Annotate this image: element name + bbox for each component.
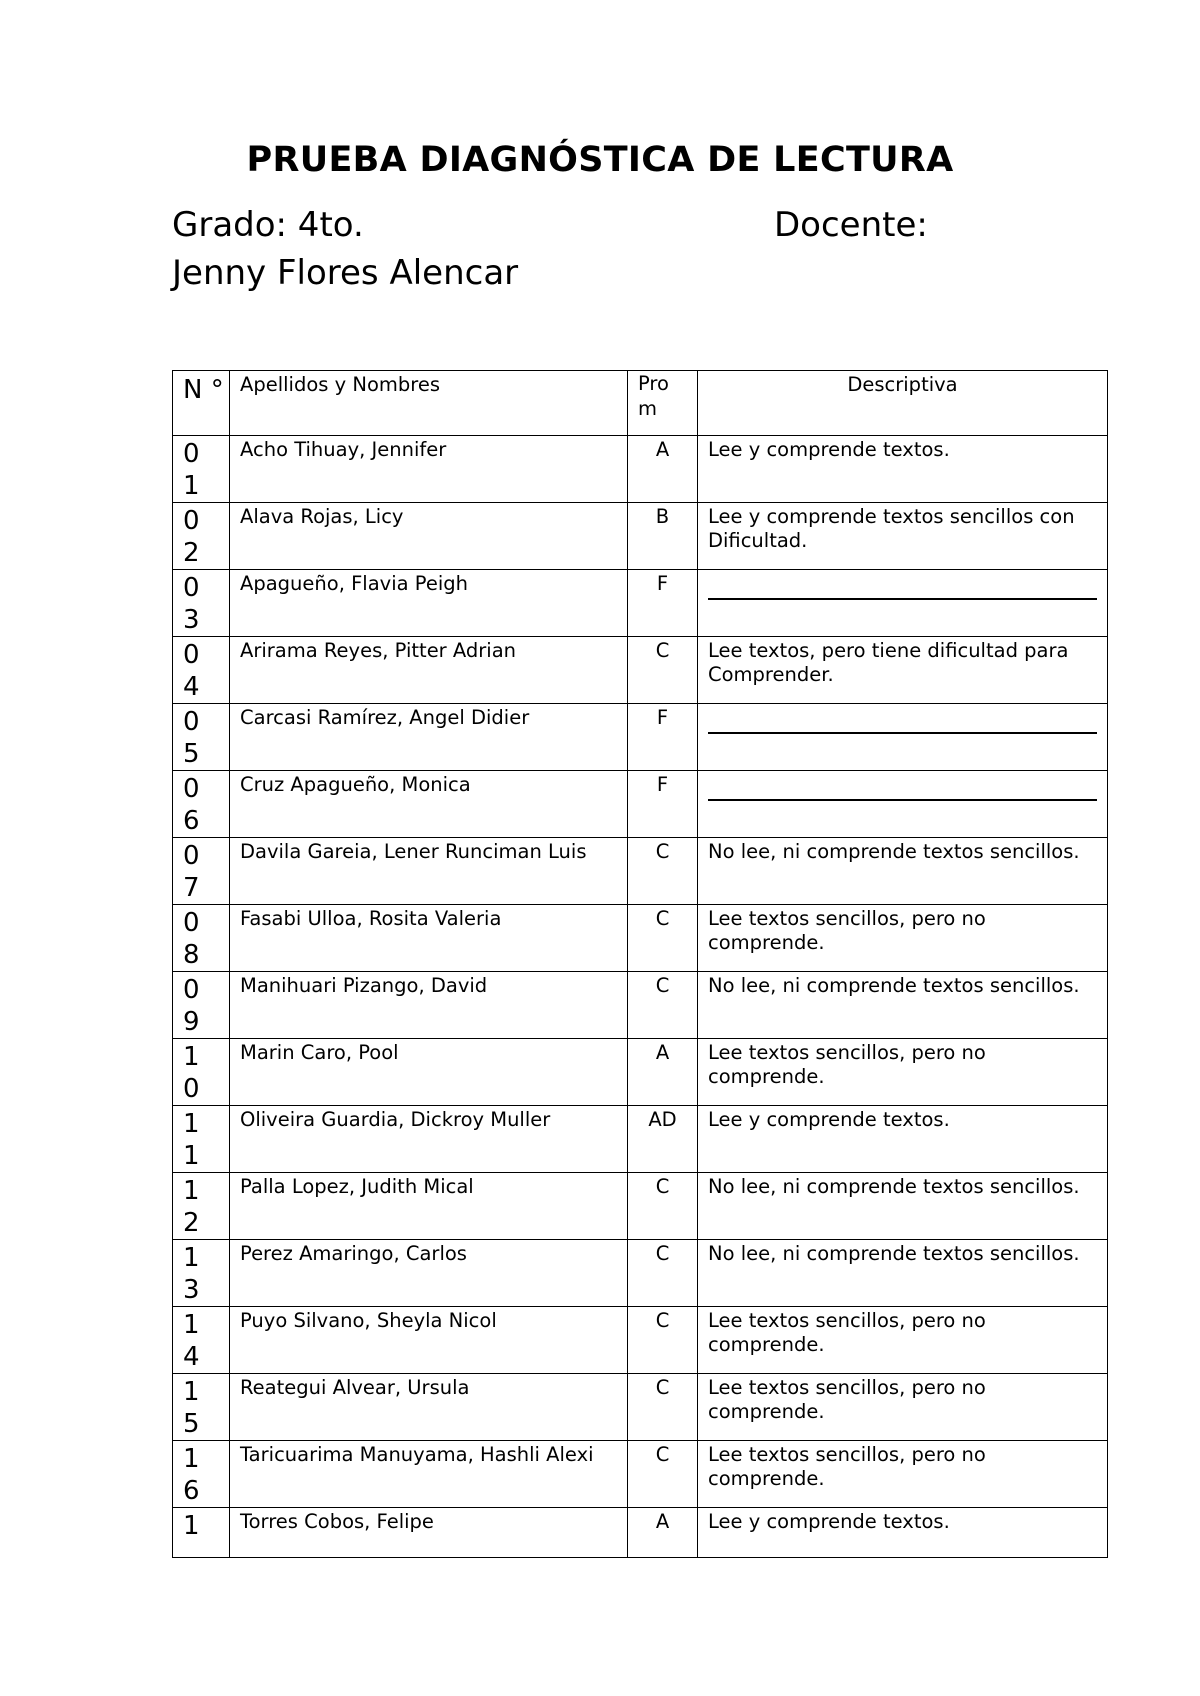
student-name: Carcasi Ramírez, Angel Didier [240, 706, 530, 729]
row-number-cell [173, 1441, 230, 1508]
grade-cell [628, 905, 698, 972]
row-number-cell [173, 503, 230, 570]
student-name-cell [230, 436, 628, 503]
docente-name: Jenny Flores Alencar [172, 253, 519, 293]
table-row [173, 1240, 1108, 1307]
description-cell [698, 972, 1108, 1039]
header-prom-cell [628, 371, 698, 436]
row-number: 1 2 [183, 1176, 200, 1238]
row-number-cell [173, 704, 230, 771]
student-name: Puyo Silvano, Sheyla Nicol [240, 1309, 497, 1332]
student-name-cell [230, 1173, 628, 1240]
grade-cell [628, 771, 698, 838]
description: Lee textos sencillos, pero no comprende. [708, 1309, 986, 1356]
student-name: Manihuari Pizango, David [240, 974, 488, 997]
student-name: Fasabi Ulloa, Rosita Valeria [240, 907, 502, 930]
row-number-cell [173, 838, 230, 905]
table-row [173, 771, 1108, 838]
table-row [173, 637, 1108, 704]
student-name: Reategui Alvear, Ursula [240, 1376, 470, 1399]
description: Lee y comprende textos. [708, 1510, 950, 1533]
grade-cell [628, 1173, 698, 1240]
grade-cell [628, 704, 698, 771]
description-cell [698, 1240, 1108, 1307]
header-desc-cell [698, 371, 1108, 436]
grade: C [655, 840, 670, 863]
student-name-cell [230, 1039, 628, 1106]
blank-line [708, 732, 1097, 734]
grade: A [655, 1510, 670, 1533]
table-row [173, 1508, 1108, 1558]
student-name: Apagueño, Flavia Peigh [240, 572, 468, 595]
grade: C [655, 1242, 670, 1265]
table-row [173, 704, 1108, 771]
header-desc: Descriptiva [847, 373, 958, 396]
table-row [173, 503, 1108, 570]
table-row [173, 436, 1108, 503]
row-number-cell [173, 1106, 230, 1173]
grade: A [655, 438, 670, 461]
header-num-cell [173, 371, 230, 436]
table-row [173, 1374, 1108, 1441]
student-name-cell [230, 704, 628, 771]
table-header-row [173, 371, 1108, 436]
row-number: 1 6 [183, 1444, 200, 1506]
description-cell [698, 503, 1108, 570]
grade: A [655, 1041, 670, 1064]
row-number-cell [173, 1508, 230, 1558]
row-number: 0 6 [183, 774, 200, 836]
description: Lee textos sencillos, pero no comprende. [708, 1443, 986, 1490]
description: Lee y comprende textos sencillos con Dificultad. [708, 505, 1075, 552]
row-number-cell [173, 1374, 230, 1441]
description-cell [698, 1374, 1108, 1441]
header-prom: Pro m [638, 372, 669, 420]
description [698, 771, 1107, 773]
row-number-cell [173, 1039, 230, 1106]
row-number: 0 4 [183, 640, 200, 702]
description: Lee textos sencillos, pero no comprende. [708, 1376, 986, 1423]
grade: C [655, 1309, 670, 1332]
table-row [173, 570, 1108, 637]
row-number-cell [173, 1307, 230, 1374]
student-name: Torres Cobos, Felipe [240, 1510, 434, 1533]
grade: AD [648, 1108, 677, 1131]
grade: C [655, 1443, 670, 1466]
description-cell [698, 838, 1108, 905]
description-cell [698, 1173, 1108, 1240]
student-name-cell [230, 1106, 628, 1173]
student-name: Acho Tihuay, Jennifer [240, 438, 447, 461]
grade: C [655, 1376, 670, 1399]
student-name-cell [230, 1240, 628, 1307]
document-title [0, 140, 1200, 180]
description: No lee, ni comprende textos sencillos. [708, 1175, 1080, 1198]
row-number: 0 3 [183, 573, 200, 635]
student-name: Oliveira Guardia, Dickroy Muller [240, 1108, 551, 1131]
description: Lee textos, pero tiene dificultad para Comprender. [708, 639, 1069, 686]
row-number: 1 5 [183, 1377, 200, 1439]
student-name: Marin Caro, Pool [240, 1041, 399, 1064]
description: Lee textos sencillos, pero no comprende. [708, 1041, 986, 1088]
row-number: 1 1 [183, 1109, 200, 1171]
row-number-cell [173, 637, 230, 704]
row-number: 0 5 [183, 707, 200, 769]
blank-line [708, 598, 1097, 600]
grade-cell [628, 838, 698, 905]
row-number-cell [173, 771, 230, 838]
student-name-cell [230, 972, 628, 1039]
description: No lee, ni comprende textos sencillos. [708, 974, 1080, 997]
grade-cell [628, 1106, 698, 1173]
row-number-cell [173, 1240, 230, 1307]
description [698, 704, 1107, 706]
title-text: PRUEBA DIAGNÓSTICA DE LECTURA [246, 140, 954, 180]
grade-cell [628, 1374, 698, 1441]
description: Lee y comprende textos. [708, 438, 950, 461]
description-cell [698, 905, 1108, 972]
row-number: 0 7 [183, 841, 200, 903]
row-number: 1 4 [183, 1310, 200, 1372]
table-row [173, 838, 1108, 905]
grades-table [172, 370, 1108, 1558]
grade-cell [628, 503, 698, 570]
description-cell [698, 436, 1108, 503]
grade: F [656, 773, 669, 796]
grade-cell [628, 1240, 698, 1307]
grade-cell [628, 1508, 698, 1558]
row-number: 0 2 [183, 506, 200, 568]
grade-cell [628, 1441, 698, 1508]
grade-cell [628, 1307, 698, 1374]
student-name-cell [230, 1441, 628, 1508]
grade: C [655, 907, 670, 930]
description: Lee textos sencillos, pero no comprende. [708, 907, 986, 954]
description-cell [698, 637, 1108, 704]
header-name-cell [230, 371, 628, 436]
blank-line [708, 799, 1097, 801]
row-number-cell [173, 905, 230, 972]
table-row [173, 972, 1108, 1039]
table-row [173, 905, 1108, 972]
grade-cell [628, 1039, 698, 1106]
grade: C [655, 974, 670, 997]
description [698, 570, 1107, 572]
description-cell [698, 1039, 1108, 1106]
row-number-cell [173, 1173, 230, 1240]
student-name-cell [230, 905, 628, 972]
student-name: Taricuarima Manuyama, Hashli Alexi [240, 1443, 594, 1466]
student-name: Cruz Apagueño, Monica [240, 773, 471, 796]
table-row [173, 1039, 1108, 1106]
header-num: N ° [183, 375, 224, 405]
grade-cell [628, 972, 698, 1039]
student-name-cell [230, 570, 628, 637]
grade: C [655, 639, 670, 662]
row-number-cell [173, 570, 230, 637]
student-name: Perez Amaringo, Carlos [240, 1242, 467, 1265]
grade-cell [628, 570, 698, 637]
description-cell [698, 704, 1108, 771]
student-name-cell [230, 1374, 628, 1441]
table-row [173, 1173, 1108, 1240]
row-number: 0 8 [183, 908, 200, 970]
row-number: 1 [183, 1511, 200, 1541]
description: No lee, ni comprende textos sencillos. [708, 840, 1080, 863]
row-number: 1 3 [183, 1243, 200, 1305]
row-number: 1 0 [183, 1042, 200, 1104]
description-cell [698, 1106, 1108, 1173]
student-name-cell [230, 637, 628, 704]
student-name-cell [230, 838, 628, 905]
table-row [173, 1307, 1108, 1374]
student-name-cell [230, 771, 628, 838]
header-name: Apellidos y Nombres [240, 373, 441, 396]
description: No lee, ni comprende textos sencillos. [708, 1242, 1080, 1265]
grado-label: Grado: 4to. [172, 205, 364, 245]
grade: C [655, 1175, 670, 1198]
student-name: Davila Gareia, Lener Runciman Luis [240, 840, 587, 863]
description: Lee y comprende textos. [708, 1108, 950, 1131]
grade-cell [628, 637, 698, 704]
grade: B [655, 505, 670, 528]
row-number-cell [173, 972, 230, 1039]
table-row [173, 1441, 1108, 1508]
row-number: 0 9 [183, 975, 200, 1037]
description-cell [698, 1307, 1108, 1374]
row-number-cell [173, 436, 230, 503]
table-row [173, 1106, 1108, 1173]
description-cell [698, 570, 1108, 637]
description-cell [698, 771, 1108, 838]
student-name-cell [230, 1307, 628, 1374]
description-cell [698, 1508, 1108, 1558]
grade: F [656, 706, 669, 729]
student-name-cell [230, 503, 628, 570]
student-name: Palla Lopez, Judith Mical [240, 1175, 474, 1198]
grade: F [656, 572, 669, 595]
docente-label: Docente: [774, 205, 928, 245]
row-number: 0 1 [183, 439, 200, 501]
student-name: Arirama Reyes, Pitter Adrian [240, 639, 517, 662]
description-cell [698, 1441, 1108, 1508]
grade-cell [628, 436, 698, 503]
student-name: Alava Rojas, Licy [240, 505, 404, 528]
student-name-cell [230, 1508, 628, 1558]
